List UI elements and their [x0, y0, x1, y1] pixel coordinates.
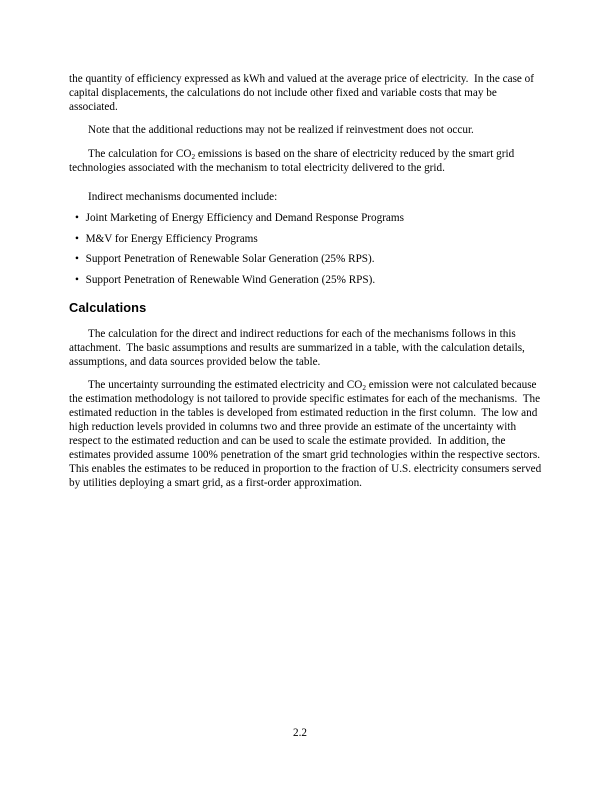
- paragraph-list-intro: Indirect mechanisms documented include:: [88, 190, 278, 203]
- list-item: [69, 211, 543, 225]
- paragraph-uncertainty: [69, 378, 546, 490]
- list-item: [69, 232, 543, 246]
- co2-subscript: 2: [191, 151, 196, 161]
- co2-subscript: 2: [362, 382, 366, 392]
- paragraph-continuation: the quantity of efficiency expressed as kWh and valued at the average price of electricity. In the case of capital displacements, the calculations do not include other fixed and variable costs that may be associated.: [69, 73, 537, 113]
- bullet-icon: •: [75, 273, 79, 286]
- page-number: 2.2: [293, 727, 307, 739]
- paragraph-text-part: emission were not calculated because the estimation methodology is not tailored to provide specific estimates for each of the mechanisms. The estimated reduction in the tables is developed from estimated reduction in the first column. The low and high reduction levels provided in columns two and three provide an estimate of the uncertainty with respect to the estimated reduction and can be used to scale the estimate provided. In addition, the estimates provided assume 100% penetration of the smart grid technologies within the respective sectors. This enables the estimates to be reduced in proportion to the fraction of U.S. electricity consumers served by utilities deploying a smart grid, as a first-order approximation.: [69, 378, 546, 489]
- paragraph-co2-calculation: [69, 147, 543, 175]
- list-item: [69, 273, 543, 287]
- section-heading-calculations: Calculations: [69, 299, 147, 315]
- list-item-text: Support Penetration of Renewable Wind Generation (25% RPS).: [85, 273, 376, 286]
- paragraph-text-part: emissions is based on the share of electricity reduced by the smart grid technologies associated with the mechanism to total electricity delivered to the grid.: [69, 147, 517, 174]
- paragraph-calculation-body: The calculation for the direct and indirect reductions for each of the mechanisms follows in this attachment. The basic assumptions and results are summarized in a table, with the calculation details, assumptions, and data sources provided below the table.: [69, 327, 528, 368]
- paragraph-text-part: The calculation for CO: [88, 147, 192, 160]
- paragraph-note: Note that the additional reductions may not be realized if reinvestment does not occur.: [88, 124, 474, 137]
- document-body: [69, 72, 546, 490]
- bullet-list: [69, 211, 543, 287]
- bullet-icon: •: [75, 211, 79, 224]
- paragraph-text-part: The uncertainty surrounding the estimated electricity and CO: [88, 378, 363, 391]
- list-item-text: Support Penetration of Renewable Solar Generation (25% RPS).: [85, 253, 375, 266]
- list-item-text: Joint Marketing of Energy Efficiency and Demand Response Programs: [85, 211, 404, 224]
- bullet-icon: •: [75, 232, 79, 245]
- list-item: [69, 252, 543, 266]
- list-item-text: M&V for Energy Efficiency Programs: [85, 232, 258, 245]
- bullet-icon: •: [75, 253, 79, 266]
